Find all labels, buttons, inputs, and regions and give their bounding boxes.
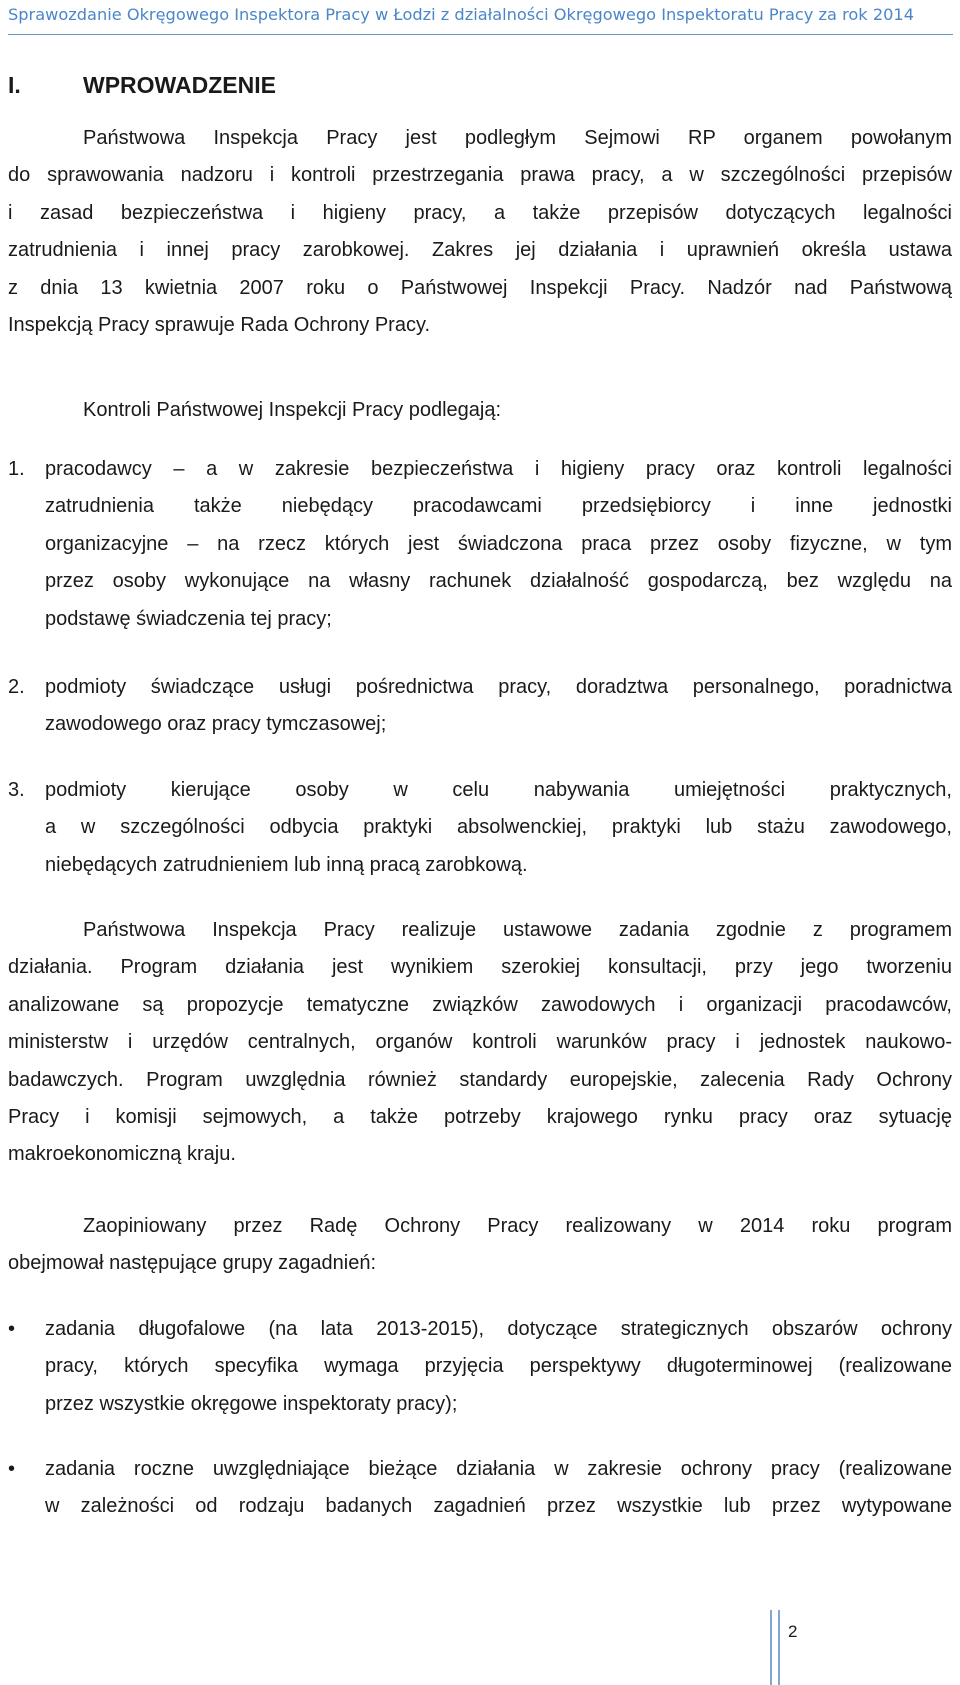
text-line: Pracy i komisji sejmowych, a także potrzeby krajowego rynku pracy oraz sytuację bbox=[8, 1106, 952, 1129]
text-line: przez wszystkie okręgowe inspektoraty pracy); bbox=[45, 1392, 458, 1415]
text-line: Kontroli Państwowej Inspekcji Pracy podlegają: bbox=[83, 399, 501, 421]
header-title: Sprawozdanie Okręgowego Inspektora Pracy w Łodzi z działalności Okręgowego Inspektoratu Pracy za rok 2014 bbox=[8, 5, 915, 24]
text-line: obejmował następujące grupy zagadnień: bbox=[8, 1252, 377, 1275]
text-line: z dnia 13 kwietnia 2007 roku o Państwowej Inspekcji Pracy. Nadzór nad Państwową bbox=[8, 276, 952, 299]
text-line: zawodowego oraz pracy tymczasowej; bbox=[45, 713, 387, 736]
text-line: zadania długofalowe (na lata 2013-2015), dotyczące strategicznych obszarów ochrony bbox=[45, 1318, 952, 1340]
text-line: przez osoby wykonujące na własny rachunek działalność gospodarczą, bez względu na bbox=[45, 570, 952, 593]
page-footer bbox=[770, 1610, 800, 1685]
subject-intro bbox=[8, 392, 952, 429]
text-line: Inspekcją Pracy sprawuje Rada Ochrony Pracy. bbox=[8, 314, 431, 337]
text-line: analizowane są propozycje tematyczne związków zawodowych i organizacji pracodawców, bbox=[8, 993, 952, 1016]
section-heading bbox=[8, 72, 276, 99]
text-line: w zależności od rodzaju badanych zagadnień przez wszystkie lub przez wytypowane bbox=[45, 1495, 952, 1518]
page-number: 2 bbox=[788, 1622, 798, 1641]
intro-paragraph bbox=[8, 120, 952, 344]
text-line: a w szczególności odbycia praktyki absolwenckiej, praktyki lub stażu zawodowego, bbox=[45, 816, 952, 839]
text-line: niebędących zatrudnieniem lub inną pracą zarobkową. bbox=[45, 853, 528, 876]
text-line: zatrudnienia także niebędący pracodawcami przedsiębiorcy i inne jednostki bbox=[45, 495, 952, 518]
text-line: pracy, których specyfika wymaga przyjęcia perspektywy długoterminowej (realizowane bbox=[45, 1355, 952, 1378]
text-line: makroekonomiczną kraju. bbox=[8, 1143, 236, 1166]
text-line: podmioty kierujące osoby w celu nabywania umiejętności praktycznych, bbox=[45, 779, 952, 801]
text-line: i zasad bezpieczeństwa i higieny pracy, a także przepisów dotyczących legalności bbox=[8, 201, 952, 224]
text-line: działania. Program działania jest wynikiem szerokiej konsultacji, przy jego tworzeniu bbox=[8, 956, 952, 979]
text-line: do sprawowania nadzoru i kontroli przestrzegania prawa pracy, a w szczególności przepisów bbox=[8, 164, 952, 187]
list-marker: 3. bbox=[8, 779, 25, 801]
text-line: zatrudnienia i innej pracy zarobkowej. Zakres jej działania i uprawnień określa ustawa bbox=[8, 239, 952, 262]
approved-paragraph bbox=[8, 1208, 952, 1283]
text-line: Państwowa Inspekcja Pracy jest podległym Sejmowi RP organem powołanym bbox=[83, 127, 952, 149]
page-header bbox=[8, 2, 953, 35]
text-line: organizacyjne – na rzecz których jest świadczona praca przez osoby fizyczne, w tym bbox=[45, 532, 952, 555]
footer-rule bbox=[770, 1610, 780, 1685]
text-line: podstawę świadczenia tej pracy; bbox=[45, 607, 332, 630]
text-line: ministerstw i urzędów centralnych, organów kontroli warunków pracy i jednostek naukowo- bbox=[8, 1031, 952, 1054]
section-number: I. bbox=[8, 72, 21, 98]
text-line: Zaopiniowany przez Radę Ochrony Pracy realizowany w 2014 roku program bbox=[83, 1215, 952, 1237]
bullet-icon: • bbox=[8, 1458, 16, 1480]
list-marker: 2. bbox=[8, 676, 25, 698]
bullet-icon: • bbox=[8, 1318, 16, 1340]
section-title: WPROWADZENIE bbox=[83, 72, 276, 98]
text-line: podmioty świadczące usługi pośrednictwa pracy, doradztwa personalnego, poradnictwa bbox=[45, 676, 952, 698]
list-marker: 1. bbox=[8, 458, 25, 480]
text-line: Państwowa Inspekcja Pracy realizuje ustawowe zadania zgodnie z programem bbox=[83, 919, 952, 941]
text-line: badawczych. Program uwzględnia również standardy europejskie, zalecenia Rady Ochrony bbox=[8, 1068, 952, 1091]
text-line: zadania roczne uwzględniające bieżące działania w zakresie ochrony pracy (realizowane bbox=[45, 1458, 952, 1480]
program-paragraph bbox=[8, 912, 952, 1174]
text-line: pracodawcy – a w zakresie bezpieczeństwa i higieny pracy oraz kontroli legalności bbox=[45, 458, 952, 480]
